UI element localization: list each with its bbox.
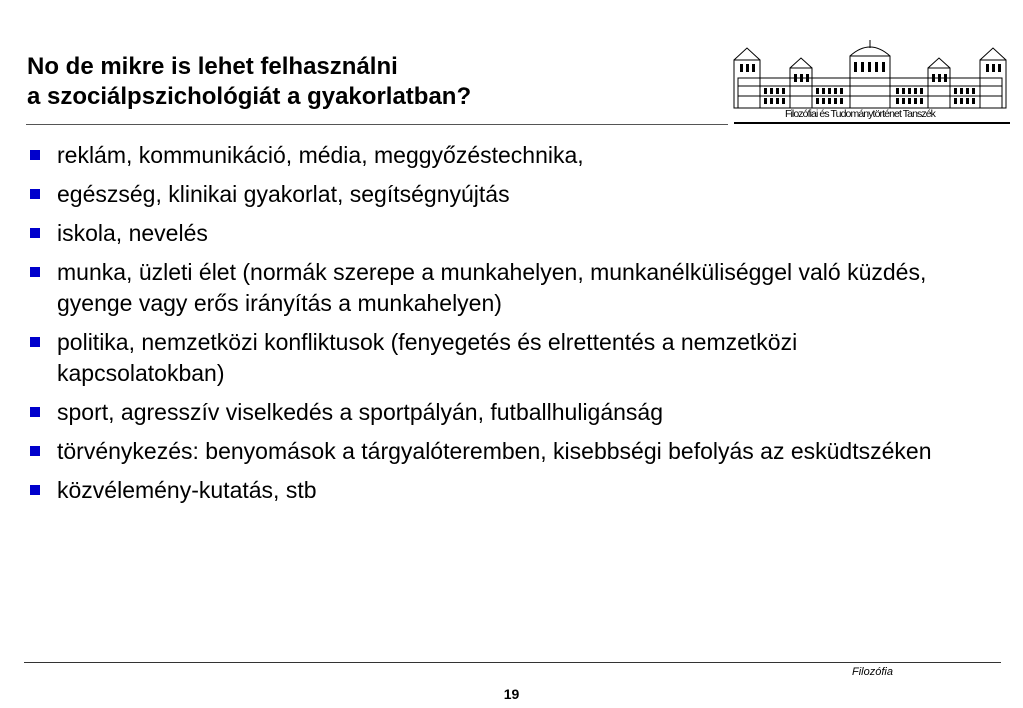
list-item — [30, 218, 950, 249]
bullet-text: sport, agresszív viselkedés a sportpályán, futballhuligánság — [57, 399, 664, 425]
logo-caption: Filozófiai és Tudománytörténet Tanszék — [784, 108, 936, 120]
bullet-text: politika, nemzetközi konfliktusok (fenyegetés és elrettentés a nemzetközi kapcsolatokban) — [57, 329, 798, 386]
footer-divider — [24, 662, 1001, 663]
list-item — [30, 327, 950, 389]
logo-underline — [734, 122, 1010, 124]
list-item — [30, 179, 950, 210]
list-item — [30, 140, 950, 171]
bullet-text: törvénykezés: benyomások a tárgyalóteremben, kisebbségi befolyás az esküdtszéken — [57, 438, 932, 464]
bullet-square-icon — [30, 446, 40, 456]
footer-label: Filozófia — [852, 666, 893, 678]
bullet-square-icon — [30, 150, 40, 160]
title-divider — [26, 124, 728, 125]
bullet-text: munka, üzleti élet (normák szerepe a munkahelyen, munkanélküliséggel való küzdés, gyenge vagy erős irányítás a munkahelyen) — [57, 259, 927, 316]
bullet-text: közvélemény-kutatás, stb — [57, 477, 317, 503]
bullet-square-icon — [30, 228, 40, 238]
list-item — [30, 397, 950, 428]
bullet-text: reklám, kommunikáció, média, meggyőzéstechnika, — [57, 142, 584, 168]
slide-title — [27, 52, 471, 112]
slide-title-line-2: a szociálpszichológiát a gyakorlatban? — [27, 83, 472, 110]
bullet-text: iskola, nevelés — [57, 220, 208, 246]
list-item — [30, 257, 950, 319]
bullet-list — [30, 140, 950, 514]
bullet-square-icon — [30, 407, 40, 417]
bullet-square-icon — [30, 267, 40, 277]
bullet-square-icon — [30, 485, 40, 495]
list-item — [30, 436, 950, 467]
slide-title-line-1: No de mikre is lehet felhasználni — [27, 53, 398, 80]
list-item — [30, 475, 950, 506]
page-number: 19 — [503, 686, 520, 702]
bullet-square-icon — [30, 337, 40, 347]
bullet-text: egészség, klinikai gyakorlat, segítségnyújtás — [57, 181, 510, 207]
bullet-square-icon — [30, 189, 40, 199]
